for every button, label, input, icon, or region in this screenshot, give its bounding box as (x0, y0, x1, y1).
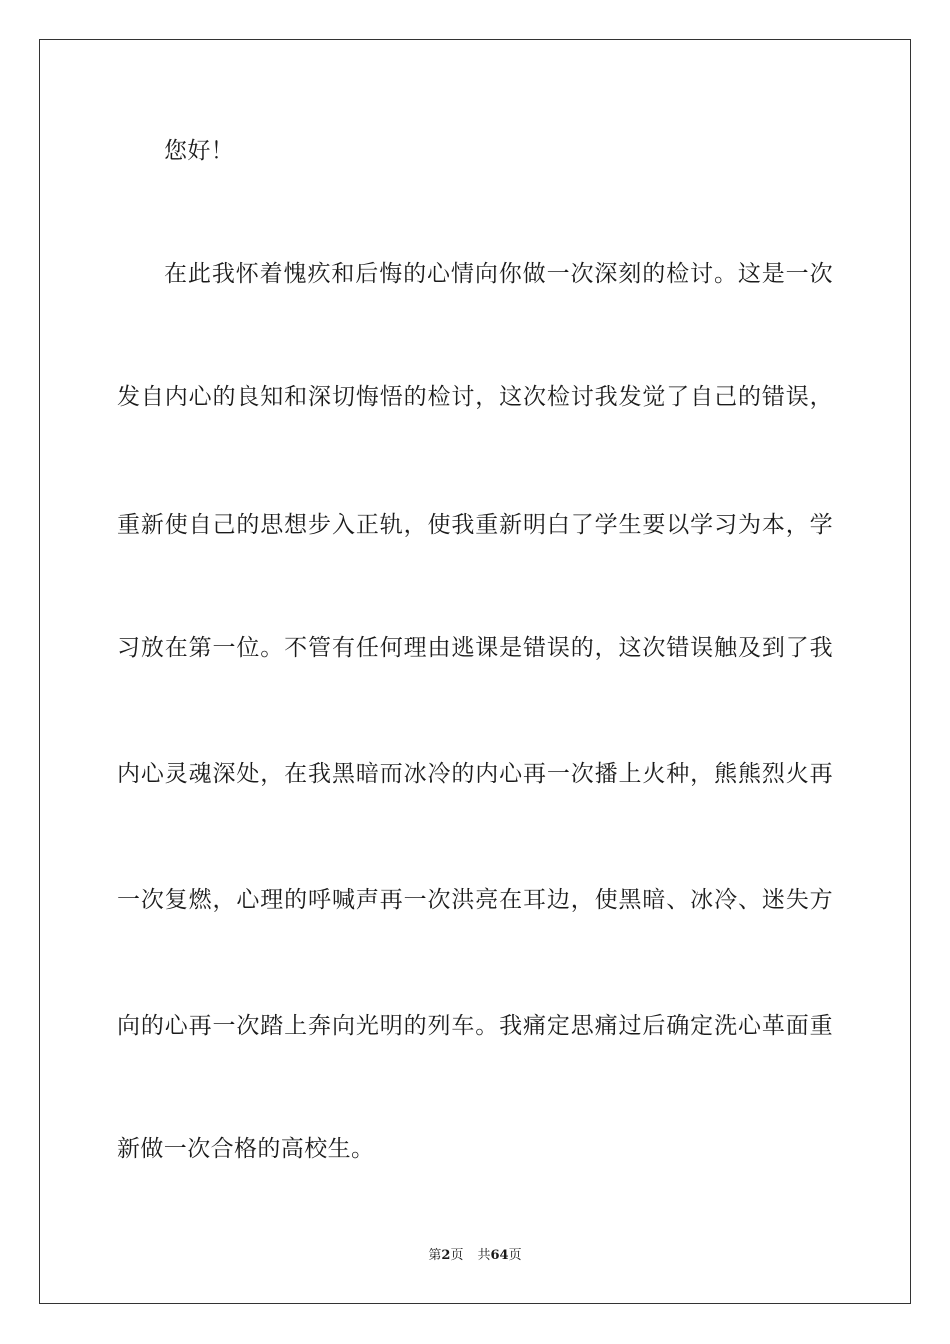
paragraph-line-1: 在此我怀着愧疚和后悔的心情向你做一次深刻的检讨。这是一次 (164, 261, 833, 287)
page-border (39, 39, 911, 1304)
paragraph-line-8: 新做一次合格的高校生。 (117, 1136, 375, 1162)
paragraph-line-2: 发自内心的良知和深切悔悟的检讨，这次检讨我发觉了自己的错误， (117, 384, 833, 410)
page-suffix: 页 (450, 1248, 464, 1263)
page-total: 64 (490, 1248, 509, 1263)
total-prefix: 共 (477, 1248, 491, 1263)
paragraph-line-3: 重新使自己的思想步入正轨，使我重新明白了学生要以学习为本，学 (117, 512, 833, 538)
paragraph-line-7: 向的心再一次踏上奔向光明的列车。我痛定思痛过后确定洗心革面重 (117, 1013, 833, 1039)
page-current: 2 (441, 1248, 451, 1263)
paragraph-line-4: 习放在第一位。不管有任何理由逃课是错误的，这次错误触及到了我 (117, 635, 833, 661)
page-prefix: 第 (428, 1248, 442, 1263)
total-suffix: 页 (508, 1248, 522, 1263)
paragraph-line-5: 内心灵魂深处，在我黑暗而冰冷的内心再一次播上火种，熊熊烈火再 (117, 761, 833, 787)
paragraph-line-6: 一次复燃，心理的呼喊声再一次洪亮在耳边，使黑暗、冰冷、迷失方 (117, 887, 833, 913)
greeting-line: 您好！ (164, 138, 235, 164)
page-footer (0, 1247, 950, 1265)
